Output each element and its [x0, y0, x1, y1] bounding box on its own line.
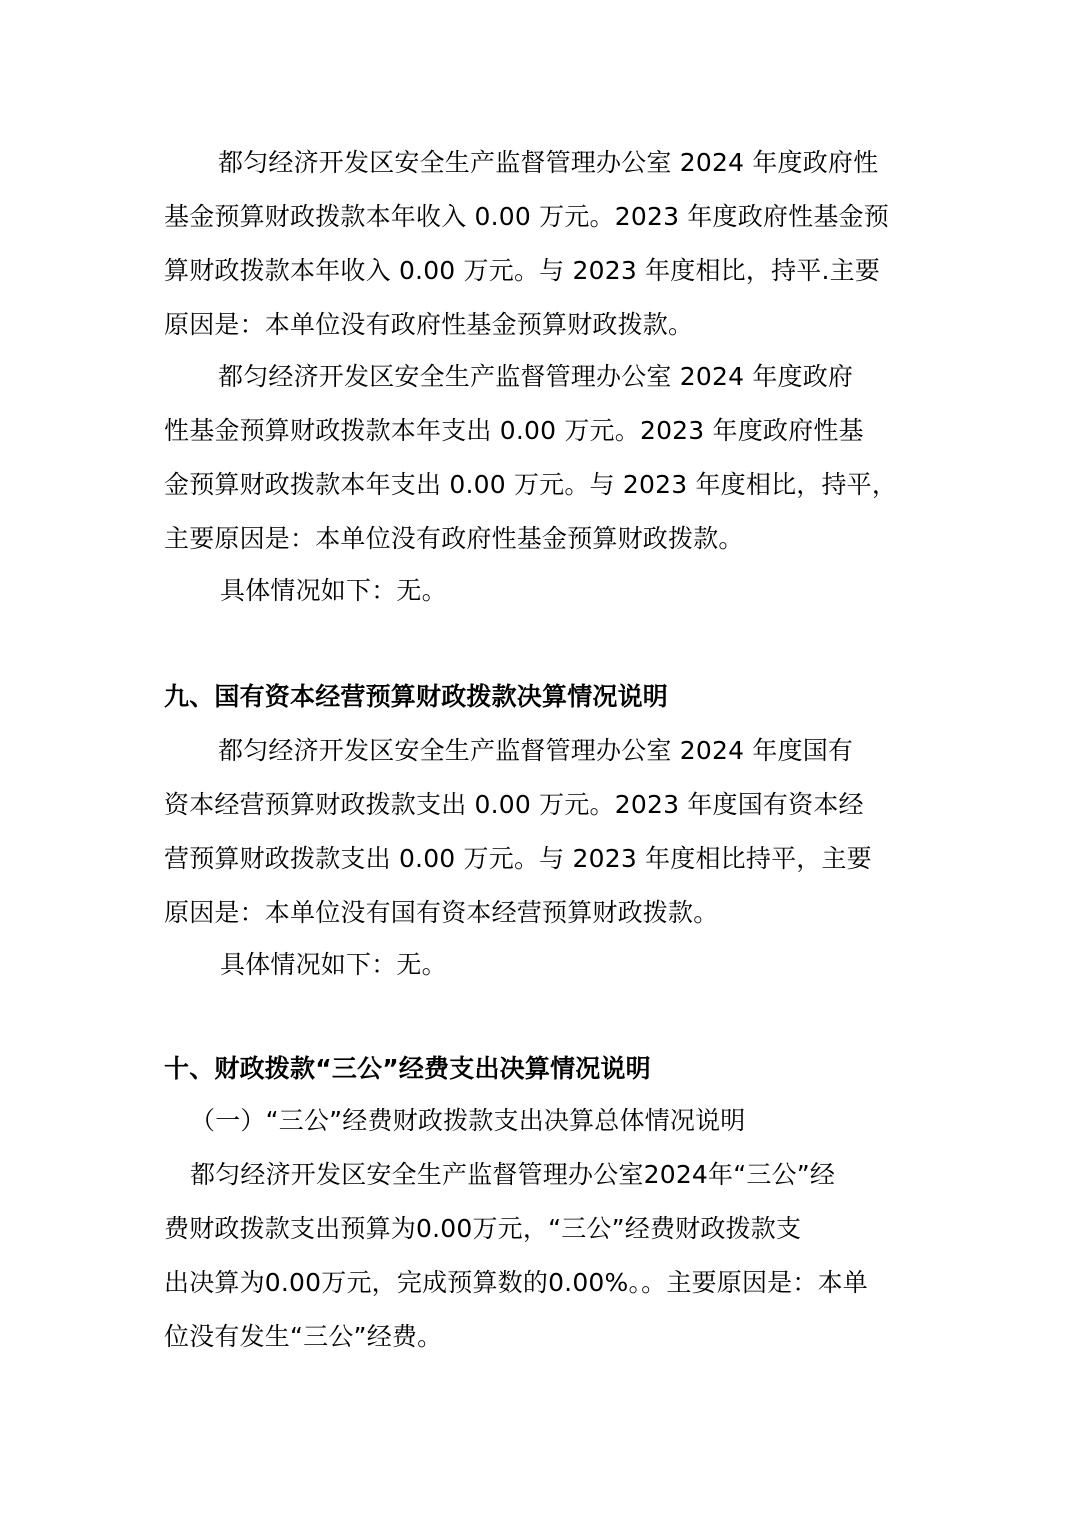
paragraph-2-line-3: 金预算财政拨款本年支出 0.00 万元。与 2023 年度相比，持平，	[164, 470, 898, 499]
paragraph-1-line-1: 都匀经济开发区安全生产监督管理办公室 2024 年度政府性	[218, 148, 879, 177]
paragraph-1-line-3: 算财政拨款本年收入 0.00 万元。与 2023 年度相比，持平.主要	[164, 256, 881, 285]
paragraph-2-line-2: 性基金预算财政拨款本年支出 0.00 万元。2023 年度政府性基	[164, 416, 864, 445]
paragraph-4-line-4: 原因是：本单位没有国有资本经营预算财政拨款。	[164, 898, 719, 927]
paragraph-2-line-1: 都匀经济开发区安全生产监督管理办公室 2024 年度政府	[218, 362, 854, 391]
paragraph-4-line-1: 都匀经济开发区安全生产监督管理办公室 2024 年度国有	[218, 736, 854, 765]
paragraph-6-line-3: 出决算为0.00万元，完成预算数的0.00%。。主要原因是：本单	[164, 1268, 868, 1297]
paragraph-2-line-4: 主要原因是：本单位没有政府性基金预算财政拨款。	[164, 524, 744, 553]
paragraph-3: 具体情况如下：无。	[220, 576, 447, 605]
paragraph-4-line-3: 营预算财政拨款支出 0.00 万元。与 2023 年度相比持平，主要	[164, 844, 872, 873]
section-9-heading: 九、国有资本经营预算财政拨款决算情况说明	[164, 682, 669, 711]
paragraph-5: 具体情况如下：无。	[220, 950, 447, 979]
paragraph-6-line-4: 位没有发生“三公”经费。	[164, 1322, 443, 1351]
paragraph-4-line-2: 资本经营预算财政拨款支出 0.00 万元。2023 年度国有资本经	[164, 790, 864, 819]
paragraph-1-line-2: 基金预算财政拨款本年收入 0.00 万元。2023 年度政府性基金预	[164, 202, 889, 231]
paragraph-6-line-1: 都匀经济开发区安全生产监督管理办公室2024年“三公”经	[190, 1160, 836, 1189]
subsection-1-heading: （一）“三公”经费财政拨款支出决算总体情况说明	[190, 1106, 746, 1135]
section-10-heading: 十、财政拨款“三公”经费支出决算情况说明	[164, 1054, 651, 1083]
paragraph-6-line-2: 费财政拨款支出预算为0.00万元，“三公”经费财政拨款支	[164, 1214, 802, 1243]
paragraph-1-line-4: 原因是：本单位没有政府性基金预算财政拨款。	[164, 310, 694, 339]
